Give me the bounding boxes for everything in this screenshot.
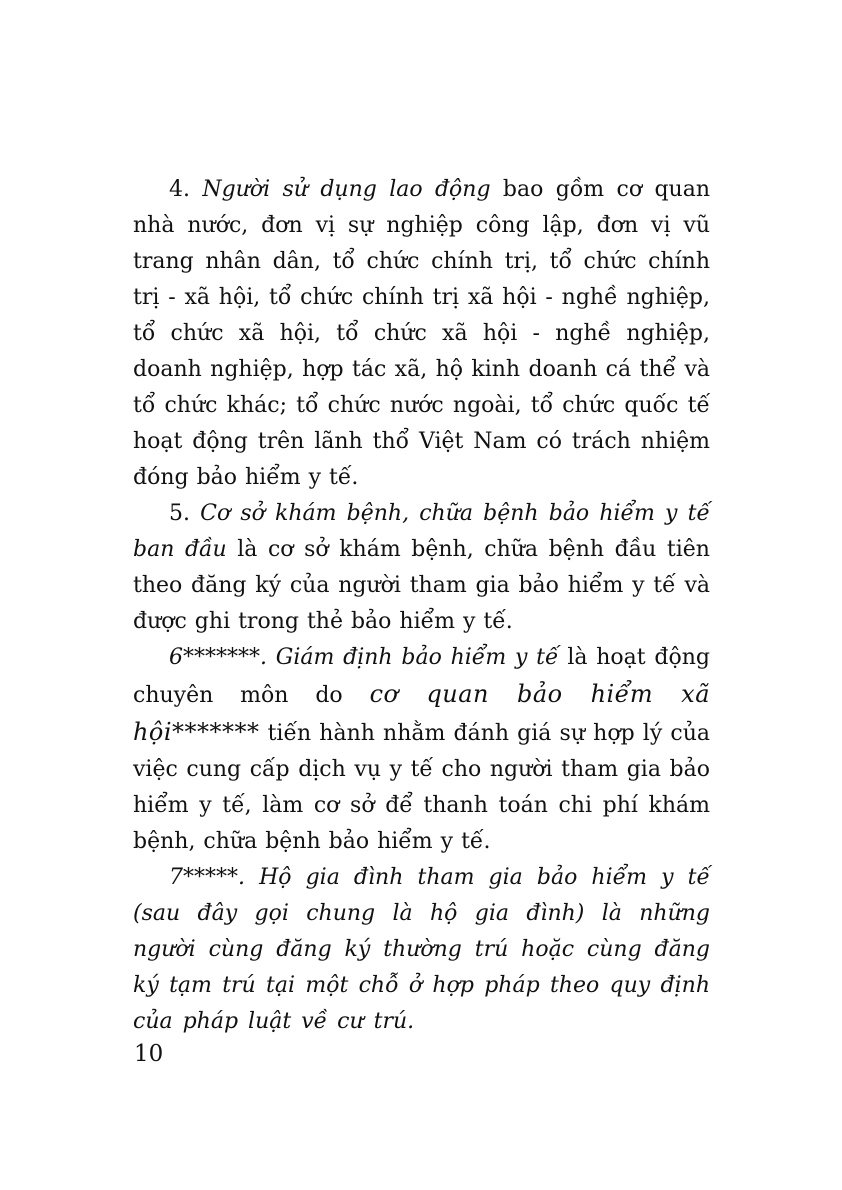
paragraph-clause-4: [133, 172, 710, 496]
clause-6-number-and-term: 6*******. Giám định bảo hiểm y tế: [169, 645, 559, 670]
clause-5-number: 5.: [169, 501, 201, 526]
paragraph-clause-5: [133, 496, 710, 640]
text-block: [133, 172, 710, 1040]
clause-4-number: 4.: [169, 177, 203, 202]
clause-7-body: 7*****. Hộ gia đình tham gia bảo hiểm y tế (sau đây gọi chung là hộ gia đình) là những người cùng đăng ký thường trú hoặc cùng đăng ký tạm trú tại một chỗ ở hợp pháp theo quy định của pháp luật về cư trú.: [133, 865, 710, 1034]
clause-4-defined-term: Người sử dụng lao động: [202, 177, 491, 202]
page-number: 10: [134, 1041, 164, 1067]
clause-4-body: bao gồm cơ quan nhà nước, đơn vị sự nghiệp công lập, đơn vị vũ trang nhân dân, tổ chức chính trị, tổ chức chính trị - xã hội, tổ chức chính trị xã hội - nghề nghiệp, tổ chức xã hội, tổ chức xã hội - nghề nghiệp, doanh nghiệp, hợp tác xã, hộ kinh doanh cá thể và tổ chức khác; tổ chức nước ngoài, tổ chức quốc tế hoạt động trên lãnh thổ Việt Nam có trách nhiệm đóng bảo hiểm y tế.: [133, 177, 710, 490]
clause-6-body-part-2: tiến hành nhằm đánh giá sự hợp lý của việc cung cấp dịch vụ y tế cho người tham gia bảo hiểm y tế, làm cơ sở để thanh toán chi phí khám bệnh, chữa bệnh bảo hiểm y tế.: [133, 721, 710, 854]
clause-5-body: là cơ sở khám bệnh, chữa bệnh đầu tiên theo đăng ký của người tham gia bảo hiểm y tế và được ghi trong thẻ bảo hiểm y tế.: [133, 537, 710, 634]
clause-5-defined-term: Cơ sở khám bệnh, chữa bệnh bảo hiểm y tế ban đầu: [133, 501, 711, 562]
paragraph-clause-7: [133, 860, 710, 1040]
clause-6-body-part-1: là hoạt động chuyên môn do: [133, 645, 710, 708]
paragraph-clause-6: [133, 640, 710, 860]
clause-6-agency-term: cơ quan bảo hiểm xã hội*******: [133, 680, 710, 746]
